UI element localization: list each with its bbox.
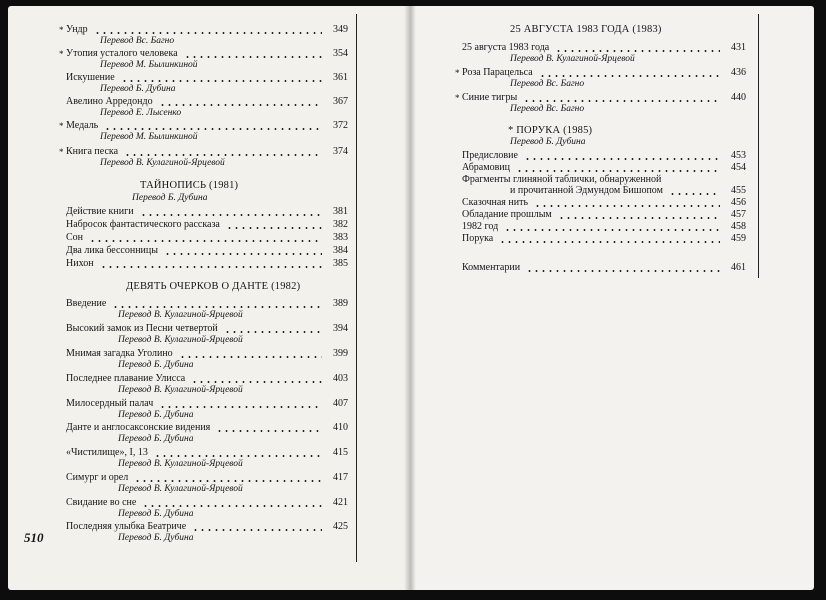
entry-translator: Перевод В. Кулагиной-Ярцевой xyxy=(118,484,243,494)
toc-entry xyxy=(66,298,356,321)
toc-entry-row xyxy=(66,219,356,231)
entry-title: Высокий замок из Песни четвертой xyxy=(66,323,218,334)
entry-leader-dots xyxy=(140,214,322,216)
toc-entry-row xyxy=(66,472,356,484)
entry-translator: Перевод Вс. Багно xyxy=(100,36,175,46)
entry-page-number: 415 xyxy=(333,447,348,458)
right-page-margin-rule xyxy=(758,14,759,278)
entry-leader-dots xyxy=(134,480,322,482)
entry-leader-dots xyxy=(504,229,720,231)
entry-page-number: 354 xyxy=(333,48,348,59)
entry-leader-dots xyxy=(179,356,322,358)
entry-title: Фрагменты глиняной таблички, обнаруженной xyxy=(462,174,662,185)
entry-leader-dots xyxy=(224,331,322,333)
toc-entry xyxy=(66,521,356,544)
toc-entry xyxy=(66,245,356,257)
toc-entry-row xyxy=(66,373,356,385)
entry-title: Два лика бессонницы xyxy=(66,245,158,256)
toc-entry xyxy=(66,373,356,396)
entry-translator: Перевод В. Кулагиной-Ярцевой xyxy=(118,335,243,345)
entry-translator: Перевод Вс. Багно xyxy=(510,79,585,89)
entry-title: Действие книги xyxy=(66,206,134,217)
entry-page-number: 389 xyxy=(333,298,348,309)
entry-page-number: 431 xyxy=(731,42,746,53)
entry-page-number: 454 xyxy=(731,162,746,173)
entry-title: 1982 год xyxy=(462,221,499,232)
entry-title: Данте и англосаксонские видения xyxy=(66,422,211,433)
entry-translator: Перевод Б. Дубина xyxy=(118,533,194,543)
entry-leader-dots xyxy=(226,227,322,229)
entry-translator: Перевод В. Кулагиной-Ярцевой xyxy=(510,54,635,64)
toc-entry-row xyxy=(66,72,356,84)
entry-page-number: 399 xyxy=(333,348,348,359)
entry-translator: Перевод Б. Дубина xyxy=(118,509,194,519)
entry-star-marker: * xyxy=(59,121,64,131)
entry-translator: Перевод М. Былинкиной xyxy=(100,132,198,142)
entry-title: Сказочная нить xyxy=(462,197,529,208)
entry-title: Абрамовиц xyxy=(462,162,510,173)
entry-page-number: 421 xyxy=(333,497,348,508)
entry-translator: Перевод Б. Дубина xyxy=(118,360,194,370)
entry-page-number: 410 xyxy=(333,422,348,433)
entry-page-number: 381 xyxy=(333,206,348,217)
entry-leader-dots xyxy=(669,193,720,195)
toc-entry-row xyxy=(66,398,356,410)
toc-entry-row xyxy=(66,447,356,459)
toc-entry-row xyxy=(66,258,356,270)
entry-title: Утопия усталого человека xyxy=(66,48,178,59)
toc-entry-row xyxy=(59,120,356,132)
toc-entry-row xyxy=(59,48,356,60)
entry-translator: Перевод В. Кулагиной-Ярцевой xyxy=(100,158,225,168)
entry-page-number: 461 xyxy=(731,262,746,273)
toc-entry xyxy=(66,472,356,495)
entry-title: Обладание прошлым xyxy=(462,209,552,220)
entry-leader-dots xyxy=(159,406,322,408)
toc-entry-row xyxy=(59,146,356,158)
toc-entry-row xyxy=(59,24,356,36)
toc-entry-row xyxy=(66,96,356,108)
entry-title: Сон xyxy=(66,232,84,243)
toc-entry xyxy=(59,24,356,47)
entry-page-number: 425 xyxy=(333,521,348,532)
entry-page-number: 458 xyxy=(731,221,746,232)
entry-leader-dots xyxy=(124,154,322,156)
entry-page-number: 361 xyxy=(333,72,348,83)
toc-entry xyxy=(66,348,356,371)
entry-title: 25 августа 1983 года xyxy=(462,42,550,53)
toc-entry-row xyxy=(66,298,356,310)
toc-entry-row xyxy=(66,348,356,360)
entry-star-marker: * xyxy=(59,49,64,59)
entry-leader-dots xyxy=(112,306,322,308)
entry-page-number: 459 xyxy=(731,233,746,244)
entry-page-number: 384 xyxy=(333,245,348,256)
toc-entry xyxy=(66,219,356,231)
entry-page-number: 382 xyxy=(333,219,348,230)
entry-leader-dots xyxy=(89,240,322,242)
toc-entry xyxy=(66,72,356,95)
toc-entry xyxy=(59,146,356,169)
entry-title: Искушение xyxy=(66,72,115,83)
entry-title: Свидание во сне xyxy=(66,497,137,508)
section-heading: * ПОРУКА (1985) xyxy=(508,125,593,136)
entry-title: Симург и орел xyxy=(66,472,129,483)
entry-title: Мнимая загадка Уголино xyxy=(66,348,173,359)
entry-title: Комментарии xyxy=(462,262,521,273)
entry-star-marker: * xyxy=(59,147,64,157)
entry-page-number: 349 xyxy=(333,24,348,35)
entry-star-marker: * xyxy=(455,93,460,103)
entry-title: Медаль xyxy=(66,120,99,131)
entry-star-marker: * xyxy=(455,68,460,78)
entry-page-number: 436 xyxy=(731,67,746,78)
entry-translator: Перевод В. Кулагиной-Ярцевой xyxy=(118,459,243,469)
entry-leader-dots xyxy=(523,100,720,102)
section-translator: Перевод Б. Дубина xyxy=(132,193,208,203)
entry-star-marker: * xyxy=(59,25,64,35)
entry-title: и прочитанной Эдмундом Бишопом xyxy=(510,185,663,196)
entry-page-number: 455 xyxy=(731,185,746,196)
entry-title: Синие тигры xyxy=(462,92,518,103)
entry-title: Порука xyxy=(462,233,494,244)
entry-title: Предисловие xyxy=(462,150,518,161)
entry-page-number: 383 xyxy=(333,232,348,243)
entry-leader-dots xyxy=(516,170,720,172)
toc-entry xyxy=(66,447,356,470)
entry-title: Книга песка xyxy=(66,146,119,157)
entry-page-number: 440 xyxy=(731,92,746,103)
entry-leader-dots xyxy=(524,158,720,160)
toc-entry xyxy=(66,96,356,119)
entry-leader-dots xyxy=(499,241,720,243)
entry-title: Роза Парацельса xyxy=(462,67,533,78)
entry-leader-dots xyxy=(164,253,322,255)
entry-title: Авелино Арредондо xyxy=(66,96,153,107)
page-number: 510 xyxy=(24,530,44,545)
entry-leader-dots xyxy=(159,104,322,106)
entry-translator: Перевод Б. Дубина xyxy=(118,434,194,444)
toc-entry-row xyxy=(66,497,356,509)
entry-translator: Перевод Б. Дубина xyxy=(118,410,194,420)
toc-entry-row xyxy=(66,323,356,335)
left-page-margin-rule xyxy=(356,14,357,562)
entry-leader-dots xyxy=(534,205,720,207)
entry-leader-dots xyxy=(104,128,322,130)
entry-leader-dots xyxy=(121,80,322,82)
toc-entry xyxy=(66,258,356,270)
entry-title: Введение xyxy=(66,298,107,309)
toc-entry xyxy=(510,185,806,197)
toc-entry xyxy=(59,120,356,143)
section-heading: 25 АВГУСТА 1983 ГОДА (1983) xyxy=(510,24,662,35)
entry-leader-dots xyxy=(184,56,322,58)
entry-page-number: 372 xyxy=(333,120,348,131)
book-gutter xyxy=(404,6,416,590)
entry-page-number: 367 xyxy=(333,96,348,107)
entry-leader-dots xyxy=(154,455,322,457)
entry-translator: Перевод В. Кулагиной-Ярцевой xyxy=(118,385,243,395)
entry-leader-dots xyxy=(539,75,720,77)
entry-translator: Перевод Е. Лысенко xyxy=(100,108,182,118)
toc-entry xyxy=(66,232,356,244)
entry-title: Последняя улыбка Беатриче xyxy=(66,521,187,532)
entry-title: Милосердный палач xyxy=(66,398,154,409)
entry-leader-dots xyxy=(142,505,322,507)
entry-translator: Перевод В. Кулагиной-Ярцевой xyxy=(118,310,243,320)
toc-entry-row xyxy=(66,206,356,218)
entry-title: Ундр xyxy=(66,24,88,35)
section-translator: Перевод Б. Дубина xyxy=(510,137,586,147)
entry-page-number: 453 xyxy=(731,150,746,161)
entry-page-number: 374 xyxy=(333,146,348,157)
toc-entry-row xyxy=(66,422,356,434)
toc-entry-row xyxy=(66,521,356,533)
entry-translator: Перевод Б. Дубина xyxy=(100,84,176,94)
entry-page-number: 457 xyxy=(731,209,746,220)
entry-title: Нихон xyxy=(66,258,94,269)
entry-title: Набросок фантастического рассказа xyxy=(66,219,220,230)
entry-title: «Чистилище», I, 13 xyxy=(66,447,148,458)
entry-title: Последнее плавание Улисса xyxy=(66,373,186,384)
toc-entry xyxy=(66,398,356,421)
entry-page-number: 407 xyxy=(333,398,348,409)
section-heading: ТАЙНОПИСЬ (1981) xyxy=(140,180,239,191)
toc-entry xyxy=(66,206,356,218)
entry-leader-dots xyxy=(192,529,322,531)
entry-leader-dots xyxy=(558,217,720,219)
entry-leader-dots xyxy=(216,430,322,432)
toc-entry xyxy=(66,422,356,445)
entry-page-number: 417 xyxy=(333,472,348,483)
toc-entry xyxy=(66,323,356,346)
entry-page-number: 403 xyxy=(333,373,348,384)
toc-entry-row xyxy=(66,245,356,257)
entry-translator: Перевод Вс. Багно xyxy=(510,104,585,114)
entry-page-number: 394 xyxy=(333,323,348,334)
toc-entry-row xyxy=(510,185,806,197)
entry-leader-dots xyxy=(191,381,322,383)
entry-page-number: 456 xyxy=(731,197,746,208)
entry-leader-dots xyxy=(100,266,322,268)
entry-page-number: 385 xyxy=(333,258,348,269)
entry-translator: Перевод М. Былинкиной xyxy=(100,60,198,70)
section-heading: ДЕВЯТЬ ОЧЕРКОВ О ДАНТЕ (1982) xyxy=(126,281,301,292)
entry-leader-dots xyxy=(555,50,720,52)
toc-entry xyxy=(66,497,356,520)
toc-entry xyxy=(59,48,356,71)
toc-entry-row xyxy=(66,232,356,244)
entry-leader-dots xyxy=(526,270,720,272)
entry-leader-dots xyxy=(94,32,322,34)
